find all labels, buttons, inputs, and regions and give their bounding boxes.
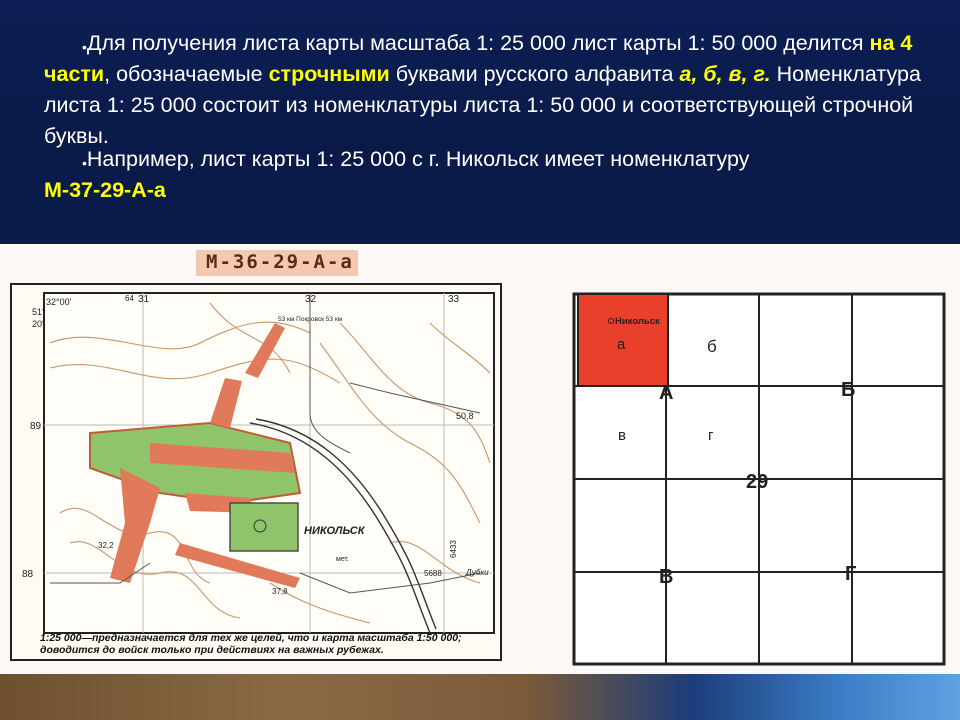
text-run: Например, лист карты 1: 25 000 с г. Никольск имеет номенклатуру — [86, 147, 750, 171]
text-run: , обозначаемые — [104, 62, 269, 86]
center-number: 29 — [746, 471, 769, 493]
big-letter-G: Г — [845, 563, 857, 585]
road-label: 53 км Покровск 53 км — [278, 316, 343, 323]
small-letter-b: б — [707, 337, 717, 356]
nomenclature-grid — [570, 290, 948, 668]
topographic-map — [10, 283, 502, 663]
corner-longitude: 32°00' — [46, 297, 72, 307]
top-grid-number: 31 — [138, 294, 150, 305]
elevation-label: 37,8 — [272, 587, 288, 596]
left-grid-number: 89 — [30, 421, 42, 432]
big-letter-V: В — [659, 566, 674, 588]
map-tag-label: М-36-29-А-а — [206, 251, 354, 273]
elevation-label: 32,2 — [98, 541, 114, 550]
highlight-letters: а, б, в, г. — [679, 62, 771, 86]
top-grid-number: 64 — [125, 294, 134, 303]
bullet-paragraph-1 — [44, 28, 924, 152]
small-letter-g: г — [708, 427, 714, 444]
grid-town-label: Никольск — [615, 316, 660, 327]
corner-latitude-min: 20' — [32, 319, 44, 329]
bullet-paragraph-2 — [44, 144, 924, 206]
left-grid-number: 88 — [22, 569, 34, 580]
map-code: 5688 — [424, 569, 442, 578]
highlight-lowercase: строчными — [268, 62, 390, 86]
footer-strip — [0, 674, 960, 720]
top-grid-number: 33 — [448, 294, 460, 305]
bullet-dot: • — [82, 39, 87, 55]
top-grid-number: 32 — [305, 294, 317, 305]
map-side-code: 6433 — [449, 540, 458, 558]
bullet-dot: • — [82, 155, 87, 171]
corner-latitude-deg: 51° — [32, 307, 46, 317]
small-letter-v: в — [618, 427, 626, 444]
big-letter-B: Б — [841, 379, 856, 401]
text-run: Для получения листа карты масштаба 1: 25 000 лист карты 1: 50 000 делится — [86, 31, 870, 55]
small-letter-a: а — [617, 336, 626, 353]
big-letter-A: А — [659, 382, 674, 404]
highlight-parts: на 4 части — [44, 31, 913, 86]
text-run: буквами русского алфавита — [389, 62, 680, 86]
map-caption — [40, 632, 510, 656]
town-small-label: мет. — [336, 556, 349, 563]
text-run: Номенклатура листа 1: 25 000 состоит из номенклатуры листа 1: 50 000 и соответствующей строчной буквы. — [44, 62, 921, 148]
town-label: НИКОЛЬСК — [304, 525, 365, 537]
village-label: Дубки — [466, 568, 489, 577]
caption-line-1: 1:25 000—предназначается для тех же целей, что и карта масштаба 1:50 000; — [40, 632, 462, 644]
nomenclature-example: М-37-29-А-а — [44, 178, 166, 202]
caption-line-2: доводится до войск только при действиях на важных рубежах. — [40, 644, 384, 656]
elevation-label: 50,8 — [456, 411, 474, 421]
